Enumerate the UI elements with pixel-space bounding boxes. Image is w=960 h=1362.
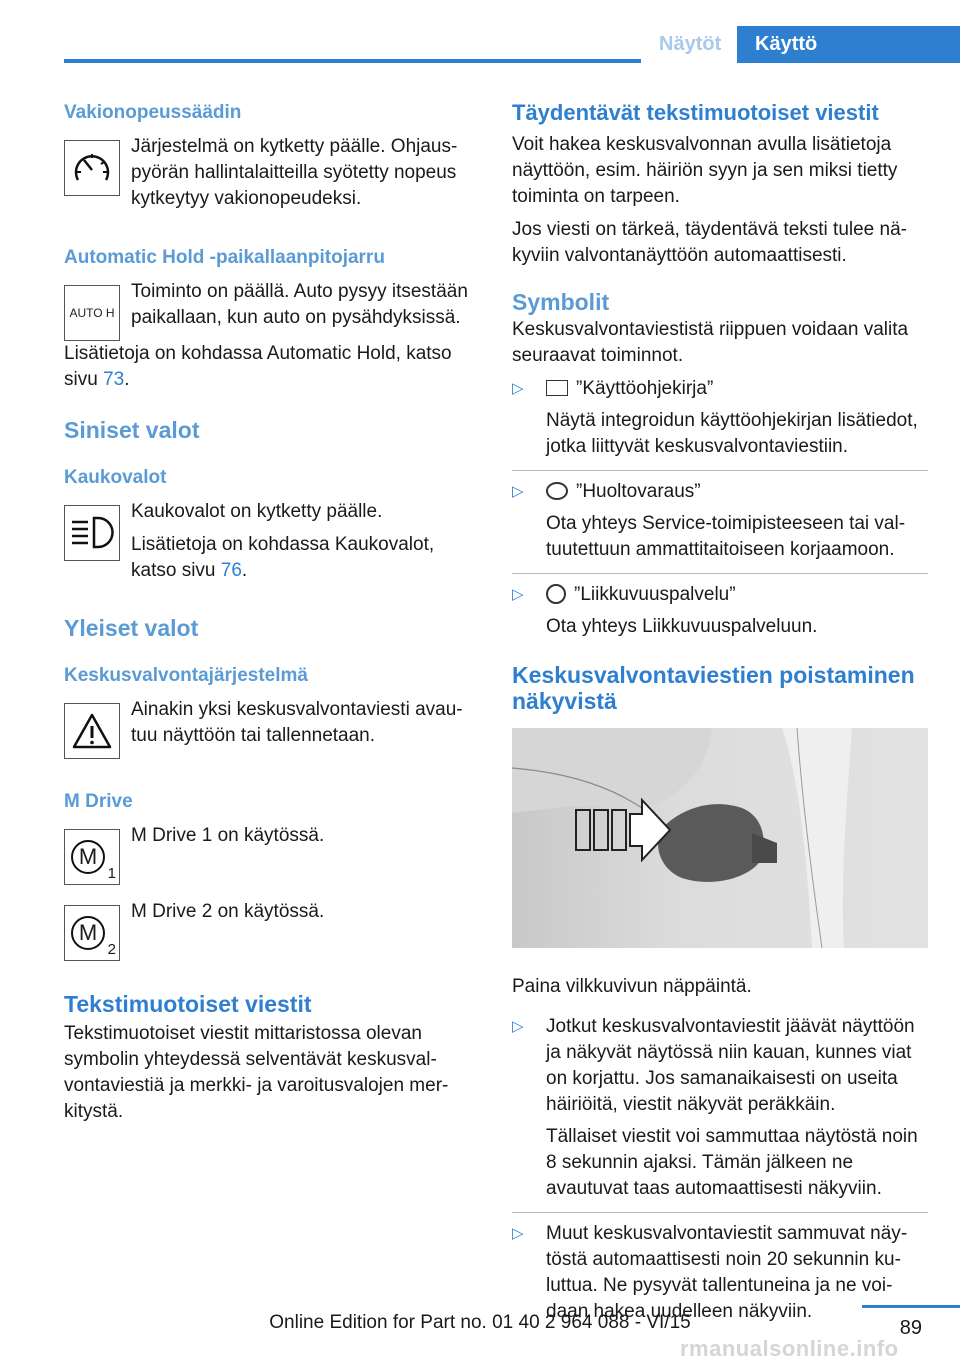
symbols-intro: Keskusvalvontaviestistä riippuen voidaan valita seuraavat toiminnot. — [512, 319, 909, 366]
mdrive-2-icon — [64, 905, 120, 961]
symbol-item-manual[interactable] — [512, 376, 928, 471]
high-beam-icon — [64, 505, 120, 561]
mdrive-2-sub: 2 — [107, 941, 116, 958]
text-messages-heading: Tekstimuotoiset viestit — [64, 991, 312, 1017]
check-control-heading: Keskusvalvontajärjestelmä — [64, 665, 308, 686]
symbol-desc: Ota yhteys Service-toimipisteeseen tai valtuutettuun ammattitaitoiseen korjaamoon. — [546, 513, 906, 560]
supplement-p1: Voit hakea keskusvalvonnan avulla lisätietoja näyttöön, esim. häiriön syyn ja sen miksi tietty toiminta on tarpeen. — [512, 134, 898, 207]
symbol-title: ”Huoltovaraus” — [576, 481, 701, 502]
page-number: 89 — [899, 1317, 922, 1339]
mdrive-1-icon — [64, 829, 120, 885]
remove-list — [512, 1014, 928, 1335]
remove-item-sub: Tällaiset viestit voi sammuttaa näytöstä noin 8 sekunnin ajaksi. Tämän jälkeen ne avautuvat taas automaattisesti näkyviin. — [546, 1126, 918, 1199]
general-lights-heading: Yleiset valot — [64, 615, 199, 641]
mdrive-1-text: M Drive 1 on käytössä. — [131, 825, 325, 846]
triangle-bullet-icon: ▷ — [512, 380, 524, 397]
remove-heading: Keskusvalvontaviestien poistaminen näkyvistä — [512, 662, 915, 714]
cruise-heading: Vakionopeussäädin — [64, 102, 242, 123]
blue-lights-heading: Siniset valot — [64, 417, 200, 443]
left-column — [64, 100, 478, 1132]
remove-item-persistent — [512, 1014, 928, 1213]
autohold-more-text: Lisätietoja on kohdassa Automatic Hold, katso sivu — [64, 343, 452, 390]
warning-triangle-icon — [64, 703, 120, 759]
tab-kaytto[interactable]: Käyttö — [737, 26, 960, 63]
text-messages-text: Tekstimuotoiset viestit mittaristossa olevan symbolin yhteydessä selventävät keskusvalvontaviestiä ja merkki- ja varoitusvalojen merkitystä. — [64, 1023, 449, 1122]
triangle-bullet-icon: ▷ — [512, 1225, 524, 1242]
autohold-heading: Automatic Hold -paikallaanpitojarru — [64, 247, 385, 268]
mdrive-1-sub: 1 — [107, 865, 116, 882]
symbols-heading: Symbolit — [512, 289, 610, 315]
auto-hold-icon: AUTO H — [64, 285, 120, 341]
footer-edition: Online Edition for Part no. 01 40 2 964 088 - VI/15 — [269, 1312, 691, 1333]
turn-signal-lever-photo — [512, 728, 928, 948]
cruise-text: Järjestelmä on kytketty päälle. Ohjauspyörän hallintalaitteilla syötetty nopeus kytkeytyy vakionopeudeksi. — [131, 136, 458, 209]
symbol-title: ”Käyttöohjekirja” — [576, 378, 714, 399]
mdrive-2-text: M Drive 2 on käytössä. — [131, 901, 325, 922]
high-beam-heading: Kaukovalot — [64, 467, 167, 488]
autohold-text: Toiminto on päällä. Auto pysyy itsestään paikallaan, kun auto on pysähdyksissä. — [131, 281, 468, 328]
triangle-bullet-icon: ▷ — [512, 483, 524, 500]
supplement-heading: Täydentävät tekstimuotoiset viestit — [512, 100, 879, 125]
autohold-more — [64, 341, 478, 393]
high-beam-text: Kaukovalot on kytketty päälle. — [131, 501, 383, 522]
autohold-page-link[interactable]: 73 — [103, 369, 125, 390]
high-beam-more-text: Lisätietoja on kohdassa Kaukovalot, katso sivu — [131, 534, 435, 581]
cruise-control-icon — [64, 140, 120, 196]
mdrive-1-letter: M — [71, 840, 105, 874]
triangle-bullet-icon: ▷ — [512, 586, 524, 603]
high-beam-more — [131, 532, 478, 584]
symbol-item-mobility[interactable] — [512, 582, 928, 650]
symbol-item-service[interactable] — [512, 479, 928, 574]
high-beam-more-suffix: . — [241, 560, 248, 581]
supplement-p2: Jos viesti on tärkeä, täydentävä teksti tulee näkyviin valvontanäyttöön automaattisesti. — [512, 219, 907, 266]
watermark: rmanualsonline.info — [680, 1336, 899, 1361]
autohold-more-suffix: . — [124, 369, 130, 390]
high-beam-page-link[interactable]: 76 — [220, 560, 242, 581]
symbol-title: ”Liikkuvuuspalvelu” — [574, 584, 736, 605]
footer-rule — [862, 1305, 960, 1308]
mdrive-2-letter: M — [71, 916, 105, 950]
mdrive-heading: M Drive — [64, 791, 133, 812]
lever-illustration — [512, 728, 928, 948]
mobility-service-icon — [546, 584, 566, 604]
manual-icon — [546, 380, 568, 396]
right-column — [512, 100, 928, 1343]
photo-caption: Paina vilkkuvivun näppäintä. — [512, 976, 752, 997]
symbol-desc: Ota yhteys Liikkuvuuspalveluun. — [546, 616, 818, 637]
symbols-list — [512, 376, 928, 650]
bmw-service-icon — [546, 482, 568, 500]
remove-item-text: Muut keskusvalvontaviestit sammuvat näytöstä automaattisesti noin 20 sekunnin kuluttua. Ne pysyvät tallentuneina ja ne voidaan hakea uudelleen näkyviin. — [546, 1223, 908, 1322]
triangle-bullet-icon: ▷ — [512, 1018, 524, 1035]
check-control-text: Ainakin yksi keskusvalvontaviesti avautuu näyttöön tai tallennetaan. — [131, 699, 463, 746]
symbol-desc: Näytä integroidun käyttöohjekirjan lisätiedot, jotka liittyvät keskusvalvontaviestiin. — [546, 410, 918, 457]
remove-item-text: Jotkut keskusvalvontaviestit jäävät näyttöön ja näkyvät näytössä niin kauan, kunnes viat on korjattu. Jos samanaikaisesti on useita häiriöitä, viestit näkyvät peräkkäin. — [546, 1016, 915, 1115]
tab-naytot[interactable]: Näytöt — [641, 26, 737, 63]
